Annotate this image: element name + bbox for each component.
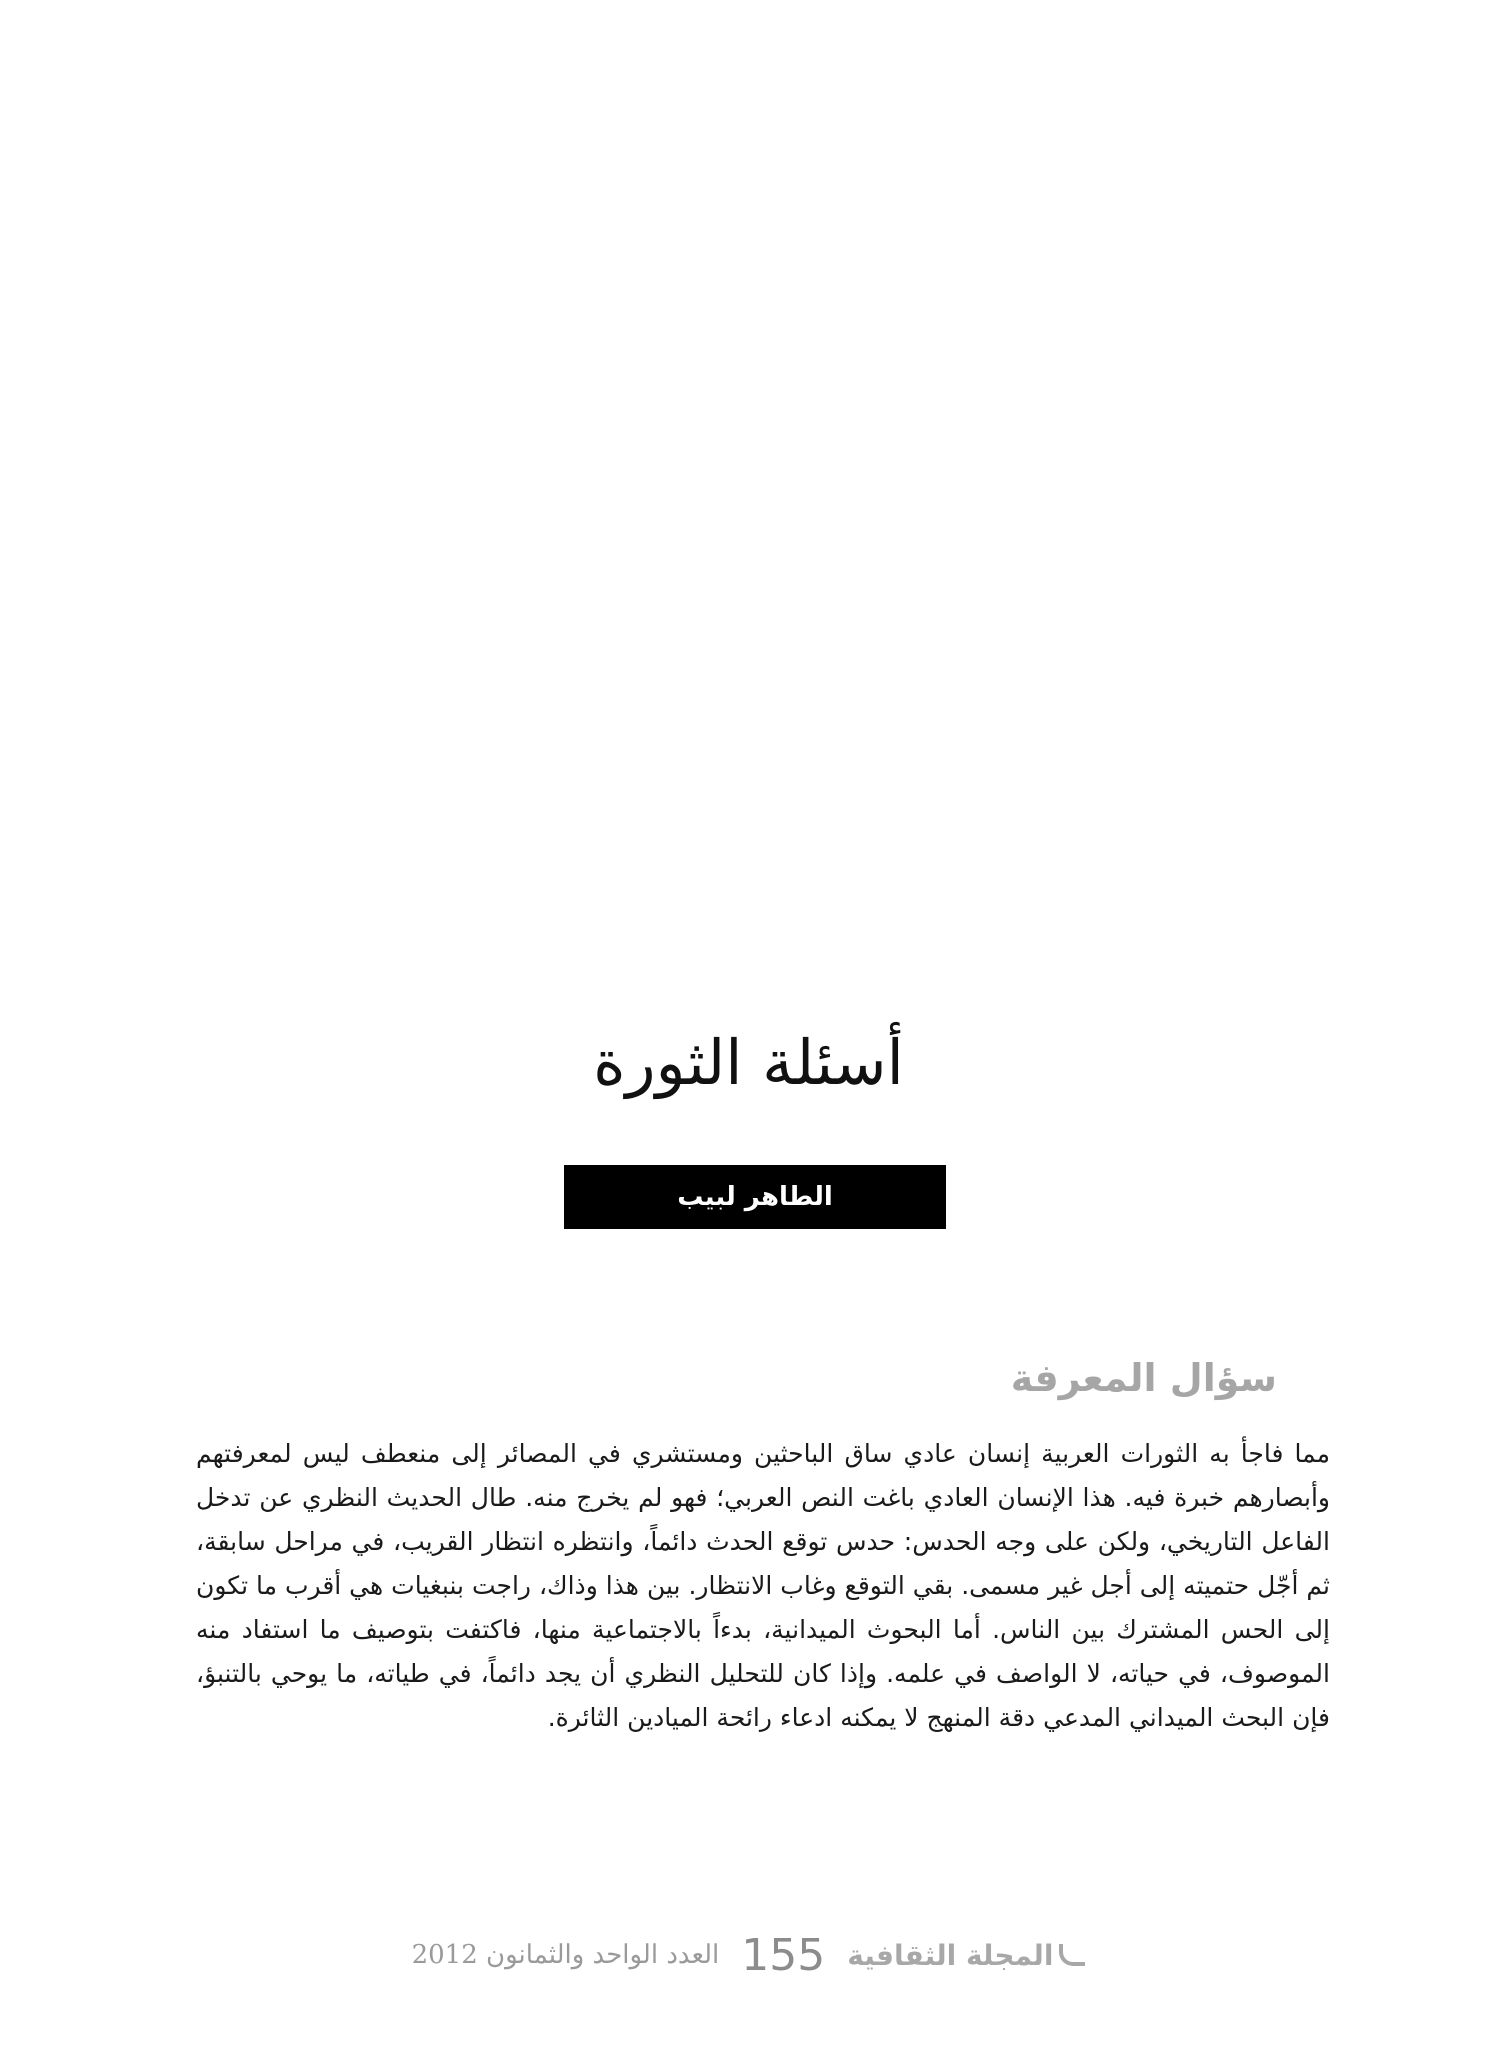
magazine-logo-mark-icon <box>1059 1944 1085 1966</box>
footer-issue-label: العدد الواحد والثمانون 2012 <box>411 1940 720 1970</box>
section-heading: سؤال المعرفة <box>1010 1356 1277 1400</box>
author-name: الطاهر لبيب <box>677 1182 833 1212</box>
author-banner <box>564 1165 946 1229</box>
article-title: أسئلة الثورة <box>593 1026 904 1099</box>
page-number: 155 <box>741 1929 826 1981</box>
page-footer <box>0 1925 1497 1985</box>
footer-magazine-label: المجلة الثقافية <box>847 1938 1054 1972</box>
footer-magazine-name <box>847 1939 1085 1972</box>
body-paragraph: مما فاجأ به الثورات العربية إنسان عادي ساق الباحثين ومستشري في المصائر إلى منعطف ليس لمعرفتهم وأبصارهم خبرة فيه. هذا الإنسان العادي باغت النص العربي؛ فهو لم يخرج منه. طال الحديث النظري عن تدخل الفاعل التاريخي، ولكن على وجه الحدس: حدس توقع الحدث دائماً، وانتظره انتظار القريب، في مراحل سابقة، ثم أجّل حتميته إلى أجل غير مسمى. بقي التوقع وغاب الانتظار. بين هذا وذاك، راجت بنبغيات هي أقرب ما تكون إلى الحس المشترك بين الناس. أما البحوث الميدانية، بدءاً بالاجتماعية منها، فاكتفت بتوصيف ما استفاد منه الموصوف، في حياته، لا الواصف في علمه. وإذا كان للتحليل النظري أن يجد دائماً، في طياته، ما يوحي بالتنبؤ، فإن البحث الميداني المدعي دقة المنهج لا يمكنه ادعاء رائحة الميادين الثائرة. <box>196 1439 1330 1732</box>
